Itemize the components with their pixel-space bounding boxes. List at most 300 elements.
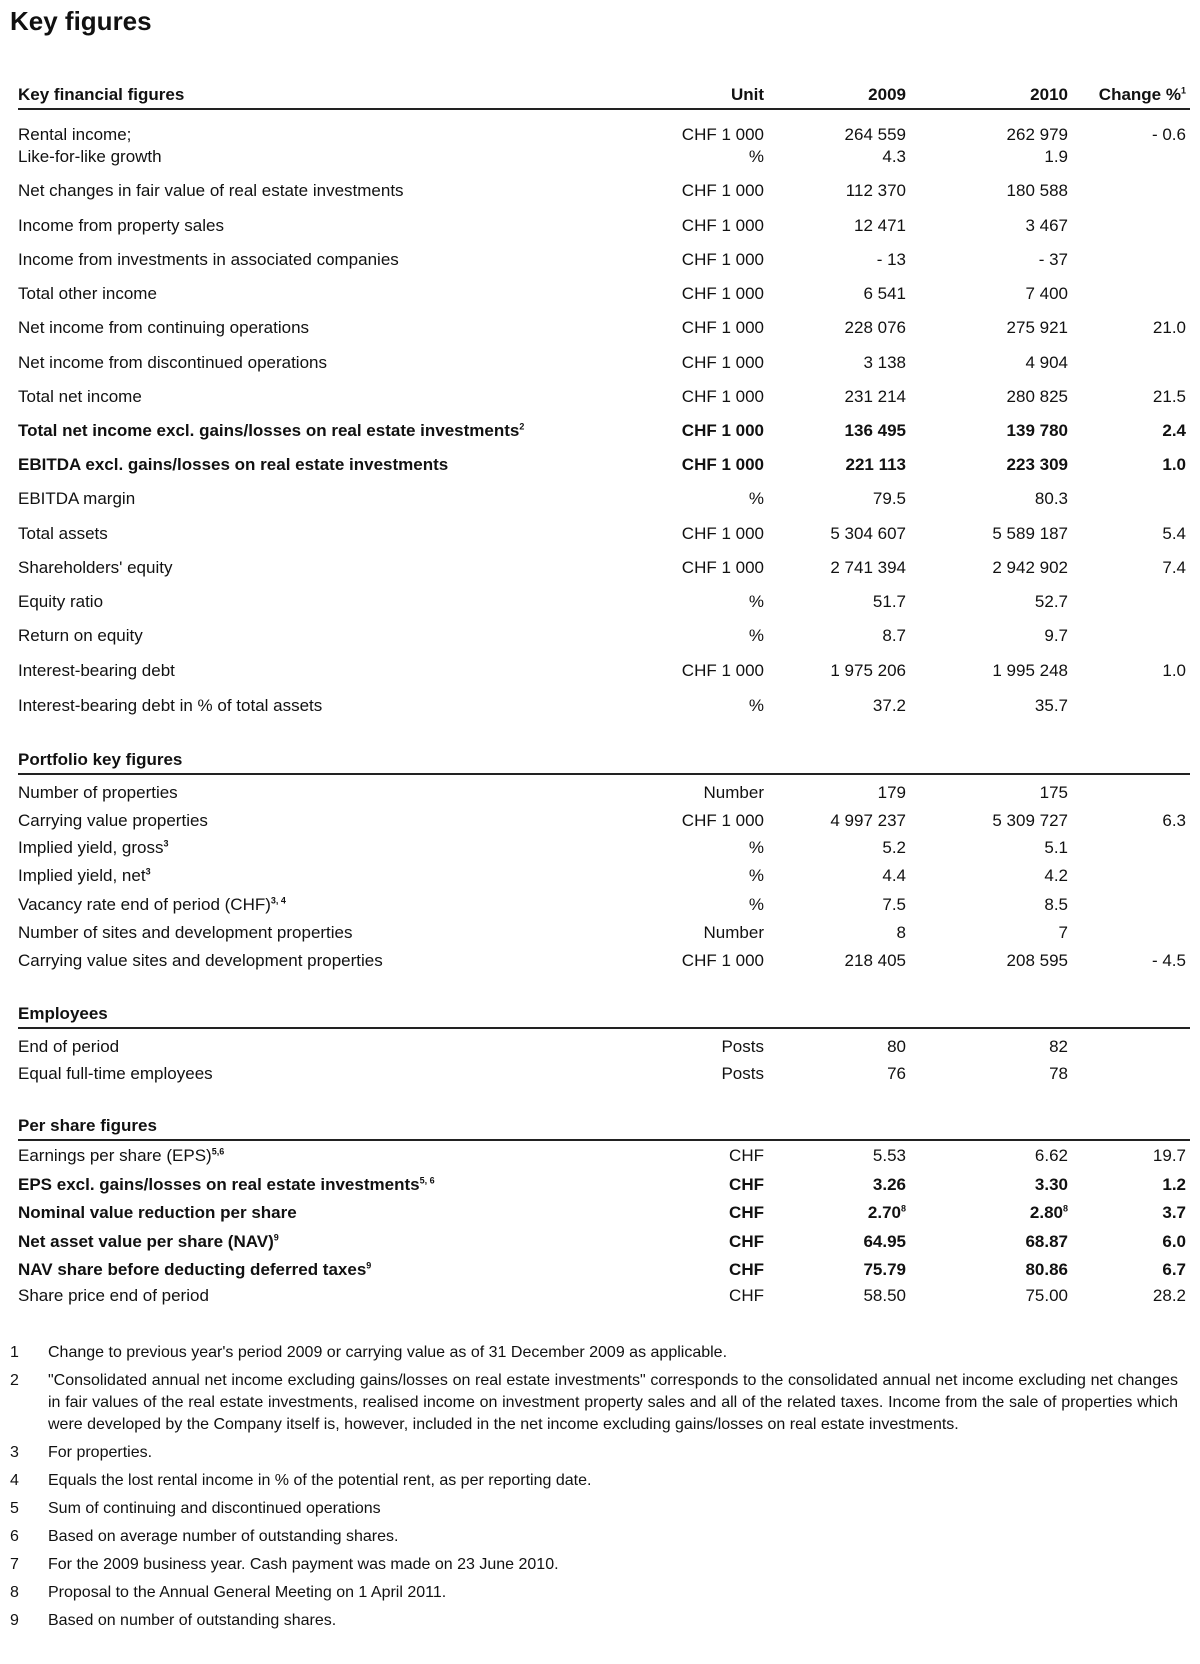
- table-row: [18, 352, 1190, 374]
- row-unit-text: %: [748, 895, 764, 914]
- row-value-2010-text: 80.3: [1034, 489, 1068, 508]
- table-row: [18, 1063, 1190, 1085]
- row-label: [18, 1202, 297, 1224]
- row-value-2010: [1025, 1285, 1068, 1307]
- footnote-ref: 3: [163, 838, 169, 849]
- row-value-2009: [877, 249, 906, 271]
- row-value-2010: [1030, 1202, 1068, 1224]
- row-value-2009: [873, 1174, 906, 1196]
- table-row: [18, 1145, 1190, 1167]
- section-header: [18, 84, 1190, 110]
- row-label: [18, 695, 322, 717]
- row-label: [18, 249, 399, 271]
- footnote-number: 1: [10, 1344, 19, 1361]
- row-value-2010-text: 3 467: [1025, 216, 1068, 235]
- row-value-2009-text: 179: [877, 783, 906, 802]
- row-change-text: 3.7: [1162, 1203, 1186, 1222]
- row-label: [18, 488, 135, 510]
- footnote-ref: 2: [519, 421, 525, 432]
- row-unit: [682, 420, 764, 442]
- footnote-number: 2: [10, 1372, 19, 1389]
- row-value-2010: [1025, 1231, 1068, 1253]
- table-row: [18, 950, 1190, 972]
- row-label: [18, 950, 383, 972]
- row-unit-text: CHF: [729, 1175, 764, 1194]
- row-value-2010: [1035, 591, 1068, 613]
- row-label-text: Income from property sales: [18, 216, 224, 235]
- row-value-2010-text: 223 309: [1006, 455, 1068, 474]
- row-value-2010: [1035, 695, 1068, 717]
- table-row: [18, 146, 1190, 168]
- row-label-text: EBITDA margin: [18, 489, 136, 508]
- table-row: [18, 591, 1190, 613]
- section-title: [18, 1003, 108, 1025]
- row-change: [1162, 1202, 1186, 1224]
- row-value-2009-text: 8: [896, 923, 906, 942]
- footnote-ref: 3: [145, 866, 151, 877]
- footnote-number: 7: [10, 1556, 19, 1573]
- row-label: [18, 124, 131, 146]
- row-value-2009-text: 37.2: [872, 696, 906, 715]
- row-change: [1152, 950, 1186, 972]
- row-label-text: Net income from discontinued operations: [18, 353, 327, 372]
- row-change-text: 6.7: [1162, 1260, 1186, 1279]
- row-value-2009-text: 228 076: [844, 318, 906, 337]
- row-change: [1162, 810, 1186, 832]
- row-value-2010: [1025, 1259, 1068, 1281]
- table-row: [18, 215, 1190, 237]
- table-row: [18, 865, 1190, 887]
- row-change-text: 28.2: [1152, 1286, 1186, 1305]
- col-header-2010-text: 2010: [1030, 85, 1068, 104]
- col-header-2009-text: 2009: [868, 85, 906, 104]
- table-row: [18, 249, 1190, 271]
- row-label-text: Like-for-like growth: [18, 147, 162, 166]
- row-value-2009-text: 3.26: [872, 1175, 906, 1194]
- row-unit-text: CHF 1 000: [681, 284, 764, 303]
- row-value-2010-text: 6.62: [1034, 1146, 1068, 1165]
- row-unit-text: CHF 1 000: [681, 318, 764, 337]
- row-label-text: Interest-bearing debt in % of total assets: [18, 696, 323, 715]
- row-change: [1162, 454, 1186, 476]
- row-value-2010-text: 4 904: [1025, 353, 1068, 372]
- row-value-2010: [1007, 950, 1068, 972]
- row-label: [18, 922, 353, 944]
- row-value-2010: [992, 523, 1068, 545]
- footnote-text: Equals the lost rental income in % of the potential rent, as per reporting date.: [48, 1472, 592, 1489]
- row-unit-text: CHF 1 000: [681, 661, 764, 680]
- row-value-2009-text: 64.95: [863, 1232, 906, 1251]
- row-unit: [682, 124, 764, 146]
- footnote: [10, 1370, 1178, 1436]
- row-unit: [682, 352, 764, 374]
- row-value-2010: [1007, 317, 1068, 339]
- row-value-2009: [845, 950, 906, 972]
- row-label: [18, 625, 143, 647]
- row-value-2009-text: 2 741 394: [830, 558, 906, 577]
- row-value-2010: [1007, 386, 1068, 408]
- row-label-text: Net asset value per share (NAV): [18, 1232, 274, 1251]
- row-label-text: Total assets: [18, 524, 108, 543]
- section-title-text: Employees: [18, 1004, 108, 1023]
- row-unit-text: CHF 1 000: [681, 951, 764, 970]
- footnote-ref: 9: [366, 1260, 372, 1271]
- section-title-text: Portfolio key figures: [18, 750, 183, 769]
- row-value-2010-text: 78: [1049, 1064, 1068, 1083]
- row-value-2009-text: 4.4: [882, 866, 906, 885]
- table-row: [18, 625, 1190, 647]
- footnote-text: Change to previous year's period 2009 or carrying value as of 31 December 2009 as applicable.: [48, 1344, 728, 1361]
- row-unit: [704, 782, 764, 804]
- row-value-2010: [1044, 625, 1068, 647]
- row-label-text: Net income from continuing operations: [18, 318, 310, 337]
- row-unit-text: %: [748, 866, 764, 885]
- section-header: [18, 749, 1190, 775]
- col-header-2010: [1030, 84, 1068, 106]
- footnote-number: 4: [10, 1472, 19, 1489]
- footnote: [10, 1470, 1178, 1492]
- table-row: [18, 317, 1190, 339]
- row-label: [18, 420, 524, 442]
- row-unit: [749, 625, 764, 647]
- table-row: [18, 1036, 1190, 1058]
- row-unit-text: CHF 1 000: [681, 125, 764, 144]
- row-change-text: 6.3: [1162, 811, 1186, 830]
- section-header: [18, 1115, 1190, 1141]
- row-value-2009: [830, 557, 906, 579]
- row-change: [1162, 1259, 1186, 1281]
- row-change-text: 5.4: [1162, 524, 1186, 543]
- row-unit-text: %: [748, 489, 764, 508]
- row-value-2009: [863, 1259, 906, 1281]
- row-unit: [749, 146, 764, 168]
- row-label-text: Carrying value sites and development properties: [18, 951, 383, 970]
- row-change: [1162, 523, 1186, 545]
- row-change: [1162, 420, 1186, 442]
- row-value-2009-text: 76: [887, 1064, 906, 1083]
- row-value-2009: [845, 317, 906, 339]
- col-header-2009: [868, 84, 906, 106]
- table-row: [18, 810, 1190, 832]
- row-unit-text: CHF: [729, 1286, 764, 1305]
- row-value-2010: [992, 660, 1068, 682]
- table-row: [18, 782, 1190, 804]
- row-unit-text: Posts: [721, 1064, 764, 1083]
- footnote-text: For the 2009 business year. Cash payment was made on 23 June 2010.: [48, 1556, 559, 1573]
- row-label: [18, 1036, 119, 1058]
- footnote-ref: 8: [900, 1203, 906, 1214]
- row-unit-text: Posts: [721, 1037, 764, 1056]
- row-change-text: 21.0: [1152, 318, 1186, 337]
- footnote: [10, 1582, 1178, 1604]
- row-value-2009: [830, 523, 906, 545]
- table-row: [18, 557, 1190, 579]
- row-value-2010: [1007, 454, 1068, 476]
- row-value-2010-text: 175: [1039, 783, 1068, 802]
- row-label: [18, 215, 224, 237]
- footnote-text: "Consolidated annual net income excluding gains/losses on real estate investments" corresponds to the consolidated annual net income excluding net changes in fair values of the real estate investments, realised income on investment property sales and all of the related taxes. Income from the sale of properties which were developed by the Company itself is, however, included in the net income excluding gains/losses on real estate investments.: [48, 1372, 1178, 1433]
- table-row: [18, 922, 1190, 944]
- row-label: [18, 1145, 224, 1167]
- table-row: [18, 1285, 1190, 1307]
- row-unit-text: CHF 1 000: [681, 387, 764, 406]
- row-value-2009-text: 4 997 237: [830, 811, 906, 830]
- row-change: [1162, 557, 1186, 579]
- row-unit: [682, 523, 764, 545]
- row-value-2009-text: 80: [887, 1037, 906, 1056]
- row-value-2009: [845, 454, 906, 476]
- footnote-ref: 8: [1062, 1203, 1068, 1214]
- row-value-2010-text: 5 309 727: [992, 811, 1068, 830]
- footnote-text: Sum of continuing and discontinued operations: [48, 1500, 381, 1517]
- table-row: [18, 1174, 1190, 1196]
- row-value-2010-text: 7 400: [1025, 284, 1068, 303]
- row-change: [1162, 1231, 1186, 1253]
- col-header-change-text: Change %: [1098, 85, 1181, 104]
- footnote-text: Proposal to the Annual General Meeting on 1 April 2011.: [48, 1584, 447, 1601]
- row-label: [18, 386, 142, 408]
- footnote-ref: 5, 6: [419, 1175, 435, 1186]
- row-value-2010: [1039, 249, 1068, 271]
- row-unit: [682, 215, 764, 237]
- row-value-2010: [1007, 180, 1068, 202]
- row-unit-text: CHF 1 000: [681, 421, 764, 440]
- row-label: [18, 837, 169, 859]
- footnote-ref: 5,6: [211, 1146, 225, 1157]
- row-value-2010-text: 2.80: [1029, 1203, 1063, 1222]
- row-value-2010: [1025, 215, 1068, 237]
- row-value-2009: [868, 1202, 906, 1224]
- row-label: [18, 1285, 209, 1307]
- row-label: [18, 591, 103, 613]
- row-label-text: Earnings per share (EPS): [18, 1146, 212, 1165]
- row-unit: [682, 386, 764, 408]
- row-value-2010-text: 4.2: [1044, 866, 1068, 885]
- row-label: [18, 1174, 435, 1196]
- row-value-2009: [882, 894, 906, 916]
- row-value-2010: [992, 557, 1068, 579]
- row-label: [18, 180, 404, 202]
- row-value-2009-text: 12 471: [854, 216, 906, 235]
- row-unit: [729, 1202, 764, 1224]
- row-value-2009-text: 1 975 206: [830, 661, 906, 680]
- row-value-2009-text: 51.7: [872, 592, 906, 611]
- row-unit-text: %: [748, 592, 764, 611]
- row-value-2009: [845, 386, 906, 408]
- row-label-text: Share price end of period: [18, 1286, 209, 1305]
- row-label-text: Number of sites and development properties: [18, 923, 353, 942]
- row-change: [1153, 317, 1186, 339]
- row-value-2010-text: - 37: [1038, 250, 1068, 269]
- row-unit-text: CHF 1 000: [681, 811, 764, 830]
- row-label-text: Net changes in fair value of real estate investments: [18, 181, 404, 200]
- row-value-2009-text: 5 304 607: [830, 524, 906, 543]
- row-change-text: 1.0: [1162, 661, 1186, 680]
- table-row: [18, 488, 1190, 510]
- row-value-2010-text: 7: [1058, 923, 1068, 942]
- row-unit: [682, 317, 764, 339]
- row-unit-text: Number: [703, 783, 764, 802]
- row-value-2010-text: 68.87: [1025, 1232, 1068, 1251]
- row-change: [1162, 1174, 1186, 1196]
- section-title: [18, 84, 184, 106]
- row-value-2009: [846, 180, 906, 202]
- row-value-2010: [1044, 865, 1068, 887]
- row-change-text: - 4.5: [1151, 951, 1186, 970]
- row-value-2009: [863, 352, 906, 374]
- row-label-text: Income from investments in associated companies: [18, 250, 399, 269]
- row-unit: [749, 865, 764, 887]
- row-unit: [729, 1174, 764, 1196]
- row-label: [18, 146, 162, 168]
- row-value-2010-text: 9.7: [1044, 626, 1068, 645]
- row-value-2010: [1025, 352, 1068, 374]
- row-value-2009: [845, 420, 906, 442]
- row-unit: [682, 810, 764, 832]
- table-row: [18, 837, 1190, 859]
- row-value-2009-text: - 13: [876, 250, 906, 269]
- row-value-2010: [1035, 1145, 1068, 1167]
- row-value-2010-text: 262 979: [1006, 125, 1068, 144]
- row-label-text: Carrying value properties: [18, 811, 208, 830]
- row-label-text: Shareholders' equity: [18, 558, 173, 577]
- table-row: [18, 660, 1190, 682]
- col-header-unit-text: Unit: [730, 85, 764, 104]
- row-unit-text: CHF: [729, 1232, 764, 1251]
- row-label-text: Interest-bearing debt: [18, 661, 175, 680]
- row-change: [1152, 124, 1186, 146]
- row-value-2009-text: 79.5: [872, 489, 906, 508]
- footnote-text: For properties.: [48, 1444, 153, 1461]
- row-value-2009-text: 7.5: [882, 895, 906, 914]
- row-value-2009-text: 2.70: [867, 1203, 901, 1222]
- row-value-2009: [845, 124, 906, 146]
- row-label: [18, 1231, 279, 1253]
- row-value-2010-text: 8.5: [1044, 895, 1068, 914]
- footnote: [10, 1610, 1178, 1632]
- row-value-2010-text: 275 921: [1006, 318, 1068, 337]
- table-row: [18, 386, 1190, 408]
- row-value-2009: [873, 591, 906, 613]
- footnote: [10, 1554, 1178, 1576]
- row-value-2010-text: 52.7: [1034, 592, 1068, 611]
- row-value-2010: [1035, 1174, 1068, 1196]
- footnote: [10, 1342, 1178, 1364]
- row-value-2009-text: 58.50: [863, 1286, 906, 1305]
- row-value-2010: [1007, 420, 1068, 442]
- footnote-ref: 9: [273, 1232, 279, 1243]
- row-label: [18, 352, 327, 374]
- row-unit: [749, 837, 764, 859]
- row-label-text: Number of properties: [18, 783, 178, 802]
- row-change: [1162, 660, 1186, 682]
- row-unit: [682, 950, 764, 972]
- row-change-text: 21.5: [1152, 387, 1186, 406]
- row-value-2010-text: 208 595: [1006, 951, 1068, 970]
- row-label-text: Rental income;: [18, 125, 132, 144]
- row-label-text: Equity ratio: [18, 592, 104, 611]
- row-label: [18, 782, 178, 804]
- row-value-2009-text: 5.53: [872, 1146, 906, 1165]
- row-unit-text: CHF 1 000: [681, 250, 764, 269]
- row-value-2009: [882, 146, 906, 168]
- row-label-text: Total net income excl. gains/losses on real estate investments: [18, 421, 520, 440]
- footnote-number: 3: [10, 1444, 19, 1461]
- row-label: [18, 557, 172, 579]
- row-value-2010-text: 180 588: [1006, 181, 1068, 200]
- table-row: [18, 523, 1190, 545]
- row-value-2009: [854, 215, 906, 237]
- row-unit: [729, 1145, 764, 1167]
- row-unit-text: CHF: [729, 1260, 764, 1279]
- row-label-text: Implied yield, net: [18, 866, 146, 885]
- row-value-2010: [1044, 894, 1068, 916]
- row-value-2009: [882, 865, 906, 887]
- row-label: [18, 894, 286, 916]
- table-row: [18, 420, 1190, 442]
- col-header-unit: [731, 84, 764, 106]
- row-change-text: 7.4: [1162, 558, 1186, 577]
- row-change: [1153, 1145, 1186, 1167]
- row-unit-text: CHF 1 000: [681, 181, 764, 200]
- row-value-2010-text: 2 942 902: [992, 558, 1068, 577]
- row-value-2010-text: 35.7: [1034, 696, 1068, 715]
- table-row: [18, 1259, 1190, 1281]
- row-label-text: Implied yield, gross: [18, 838, 164, 857]
- footnote: [10, 1498, 1178, 1520]
- row-value-2010: [1007, 124, 1068, 146]
- row-unit: [729, 1231, 764, 1253]
- row-value-2010-text: 3.30: [1034, 1175, 1068, 1194]
- row-value-2010-text: 75.00: [1025, 1286, 1068, 1305]
- row-label: [18, 523, 108, 545]
- row-value-2009: [887, 1036, 906, 1058]
- row-value-2010: [1059, 922, 1068, 944]
- row-value-2010: [1035, 488, 1068, 510]
- row-label-text: Total other income: [18, 284, 157, 303]
- row-value-2009: [897, 922, 906, 944]
- row-value-2009-text: 3 138: [863, 353, 906, 372]
- row-value-2009-text: 218 405: [844, 951, 906, 970]
- row-value-2009-text: 264 559: [844, 125, 906, 144]
- row-value-2010: [1044, 837, 1068, 859]
- row-change-text: - 0.6: [1151, 125, 1186, 144]
- row-value-2009-text: 8.7: [882, 626, 906, 645]
- table-row: [18, 454, 1190, 476]
- row-label-text: Equal full-time employees: [18, 1064, 213, 1083]
- row-value-2009: [830, 810, 906, 832]
- row-value-2010-text: 1.9: [1044, 147, 1068, 166]
- footnote-text: Based on number of outstanding shares.: [48, 1612, 337, 1629]
- row-value-2009: [863, 283, 906, 305]
- row-unit-text: %: [748, 626, 764, 645]
- row-unit-text: CHF 1 000: [681, 524, 764, 543]
- table-row: [18, 1202, 1190, 1224]
- row-value-2009: [873, 488, 906, 510]
- table-row: [18, 1231, 1190, 1253]
- footnotes: [10, 1342, 1178, 1638]
- row-unit-text: %: [748, 696, 764, 715]
- row-unit: [749, 488, 764, 510]
- row-change-text: 1.2: [1162, 1175, 1186, 1194]
- row-unit-text: %: [748, 147, 764, 166]
- table-row: [18, 283, 1190, 305]
- row-value-2009-text: 6 541: [863, 284, 906, 303]
- row-unit: [749, 894, 764, 916]
- row-label-text: Total net income: [18, 387, 142, 406]
- row-value-2010: [1049, 1036, 1068, 1058]
- row-unit: [721, 1036, 764, 1058]
